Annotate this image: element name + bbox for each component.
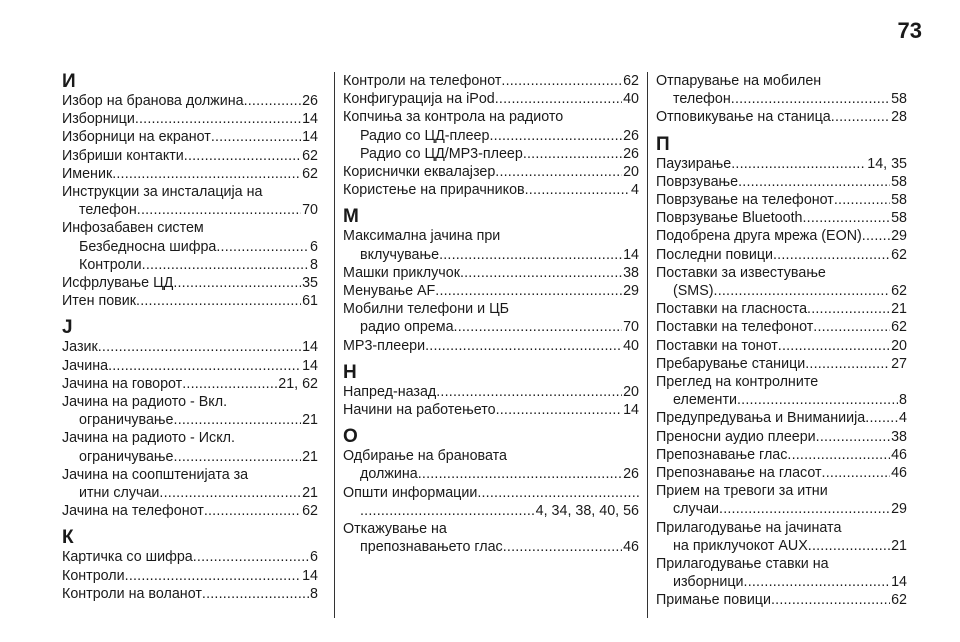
index-entry (656, 428, 907, 446)
entry-text: Примање повици (656, 592, 771, 609)
index-entry (343, 484, 639, 502)
entry-text: Подобрена друга мрежа (EON) (656, 228, 862, 245)
entry-text: Препознавање на гласот (656, 465, 822, 482)
leader-dots (822, 464, 891, 482)
index-entry (62, 338, 318, 356)
entry-text: на приклучокот AUX (673, 537, 808, 554)
entry-pages: 6 (310, 549, 318, 566)
entry-pages: 14 (623, 246, 639, 263)
entry-text: MP3-плеери (343, 337, 426, 354)
entry-text: телефон (673, 91, 731, 108)
leader-dots (495, 90, 622, 108)
leader-dots (834, 191, 890, 209)
entry-pages: 14 (302, 357, 318, 374)
entry-text: Отпарување на мобилен (656, 73, 822, 89)
entry-text: радио опрема (360, 319, 454, 336)
index-entry (343, 72, 639, 90)
entry-text: Препознавање глас (656, 446, 788, 463)
entry-text: Предупредувања и Вниманиија (656, 410, 866, 427)
entry-text: Користење на прирачников (343, 182, 525, 199)
entry-text: Преносни аудио плеери (656, 428, 816, 445)
index-entry (62, 502, 318, 520)
entry-text: Поставки на телефонот (656, 319, 814, 336)
leader-dots (496, 401, 623, 419)
entry-text: Општи информации (343, 484, 478, 501)
entry-text: Мобилни телефони и ЦБ (343, 301, 510, 318)
index-entry (656, 391, 907, 409)
entry-text: Јачина (62, 357, 109, 374)
entry-text: Исфрлување ЦД (62, 275, 174, 292)
entry-text: ограничување (79, 412, 174, 429)
leader-dots (525, 181, 630, 199)
index-entry (656, 264, 907, 282)
entry-pages: 27 (891, 355, 907, 372)
entry-pages: 29 (623, 283, 639, 300)
entry-text: Јачина на говорот (62, 375, 183, 392)
entry-pages: 62 (891, 246, 907, 263)
entry-pages: 8 (310, 585, 318, 602)
index-entry (656, 519, 907, 537)
index-section (656, 72, 907, 127)
index-entry (343, 401, 639, 419)
index-entry (656, 446, 907, 464)
leader-dots (454, 318, 623, 336)
index-entry (62, 165, 318, 183)
entry-pages: 21 (302, 448, 318, 465)
entry-pages: 29 (891, 501, 907, 518)
entry-pages: 14 (891, 574, 907, 591)
leader-dots (714, 282, 891, 300)
entry-text: Максимална јачина при (343, 228, 501, 245)
entry-pages: 21, 62 (278, 375, 318, 392)
leader-dots (202, 585, 309, 603)
section-letter: П (656, 133, 670, 155)
entry-text: Конфигурација на iPod (343, 91, 495, 108)
entry-text: Јазик (62, 339, 98, 356)
leader-dots (719, 500, 890, 518)
entry-pages: 46 (623, 539, 639, 556)
section-letter: М (343, 206, 359, 228)
leader-dots (773, 246, 890, 264)
entry-text: итни случаи (79, 485, 160, 502)
index-section (343, 427, 639, 556)
entry-pages: 35 (302, 275, 318, 292)
index-entry (656, 537, 907, 555)
entry-text: Паузирање (656, 155, 732, 172)
entry-text: Радио со ЦД/MP3-плеер (360, 145, 523, 162)
index-section (62, 72, 318, 310)
entry-text: Инфозабавен систем (62, 220, 204, 237)
entry-pages: 14 (302, 111, 318, 128)
entry-pages: 62 (302, 503, 318, 520)
leader-dots (477, 484, 639, 502)
entry-text: Јачина на телефонот (62, 503, 204, 520)
entry-text: Пребарување станици (656, 355, 806, 372)
index-entry (62, 201, 318, 219)
entry-text: Изборници (62, 111, 135, 128)
index-entry (343, 300, 639, 318)
entry-text: Отповикување на станица (656, 109, 831, 126)
section-letter: Ј (62, 317, 73, 339)
leader-dots (174, 411, 302, 429)
leader-dots (460, 264, 622, 282)
entry-pages: 26 (623, 145, 639, 162)
index-entry (656, 282, 907, 300)
index-entry (62, 375, 318, 393)
entry-text: Поставки за известување (656, 264, 826, 281)
entry-pages: 28 (891, 109, 907, 126)
entry-text: Поврзување Bluetooth (656, 210, 803, 227)
entry-pages: 40 (623, 91, 639, 108)
entry-pages: 20 (623, 383, 639, 400)
entry-text: Контроли (62, 567, 125, 584)
entry-pages: 62 (302, 147, 318, 164)
leader-dots (807, 300, 890, 318)
entry-pages: 21 (302, 485, 318, 502)
index-entry (656, 173, 907, 191)
leader-dots (435, 282, 622, 300)
entry-text: Радио со ЦД-плеер (360, 127, 490, 144)
entry-text: Прилагодување на јачината (656, 519, 842, 536)
leader-dots (211, 128, 301, 146)
index-entry (62, 411, 318, 429)
leader-dots (831, 108, 890, 126)
entry-text: изборници (673, 574, 744, 591)
entry-text: случаи (673, 501, 720, 518)
entry-pages: 4 (631, 182, 639, 199)
section-letter: Н (343, 361, 357, 383)
leader-dots (173, 274, 301, 292)
index-entry (656, 591, 907, 609)
index-entry (343, 502, 639, 520)
entry-text: должина (360, 466, 418, 483)
index-entry (343, 163, 639, 181)
index-entry (656, 227, 907, 245)
leader-dots (439, 246, 622, 264)
entry-pages: 26 (302, 93, 318, 109)
index-entry (656, 573, 907, 591)
index-entry (62, 183, 318, 201)
section-letter: И (62, 71, 76, 92)
index-entry (343, 108, 639, 126)
index-entry (343, 227, 639, 245)
entry-text: Поставки на гласноста (656, 301, 808, 318)
index-entry (343, 90, 639, 108)
leader-dots (360, 502, 535, 520)
entry-text: вклучување (360, 246, 440, 263)
entry-text: Кориснички еквалајзер (343, 164, 496, 181)
entry-pages: 62 (623, 73, 639, 89)
index-entry (656, 155, 907, 173)
index-column-3 (647, 72, 915, 618)
entry-pages: 8 (899, 392, 907, 409)
index-section (656, 135, 907, 610)
entry-text: Поврзување на телефонот (656, 192, 834, 209)
index-entry (62, 585, 318, 603)
entry-pages: 58 (891, 210, 907, 227)
leader-dots (425, 337, 622, 355)
index-entry (62, 466, 318, 484)
entry-text: елементи (673, 392, 737, 409)
entry-text: Прилагодување ставки на (656, 556, 829, 573)
index-entry (343, 465, 639, 483)
leader-dots (193, 548, 309, 566)
leader-dots (436, 383, 622, 401)
index-entry (656, 209, 907, 227)
entry-pages: 4, 34, 38, 40, 56 (535, 502, 639, 519)
index-entry (62, 548, 318, 566)
entry-text: Контроли на телефонот (343, 73, 502, 89)
index-entry (62, 448, 318, 466)
entry-pages: 62 (302, 165, 318, 182)
index-section (62, 318, 318, 520)
entry-pages: 46 (891, 465, 907, 482)
index-entry (62, 429, 318, 447)
entry-text: Напред-назад (343, 383, 437, 400)
entry-text: Поврзување (656, 173, 739, 190)
leader-dots (737, 391, 898, 409)
index-entry (656, 108, 907, 126)
index-entry (62, 110, 318, 128)
index-section (343, 72, 639, 199)
entry-pages: 62 (891, 283, 907, 300)
entry-text: Копчиња за контрола на радиото (343, 109, 564, 126)
entry-text: Машки приклучок (343, 264, 460, 281)
leader-dots (244, 92, 302, 110)
leader-dots (771, 591, 890, 609)
index-entry (343, 520, 639, 538)
entry-pages: 4 (899, 410, 907, 427)
index-columns (62, 72, 915, 618)
leader-dots (216, 238, 309, 256)
leader-dots (503, 538, 622, 556)
index-entry (62, 147, 318, 165)
entry-pages: 58 (891, 192, 907, 209)
index-entry (343, 447, 639, 465)
entry-text: Инструкции за инсталација на (62, 184, 263, 201)
entry-text: (SMS) (673, 283, 714, 300)
entry-pages: 40 (623, 337, 639, 354)
leader-dots (787, 446, 890, 464)
entry-pages: 62 (891, 592, 907, 609)
leader-dots (204, 502, 301, 520)
entry-text: Именик (62, 165, 113, 182)
entry-pages: 14 (302, 567, 318, 584)
entry-pages: 29 (891, 228, 907, 245)
index-entry (62, 219, 318, 237)
index-entry (656, 246, 907, 264)
entry-pages: 58 (891, 173, 907, 190)
section-letter: О (343, 426, 358, 448)
entry-pages: 6 (310, 238, 318, 255)
index-entry (62, 256, 318, 274)
index-entry (343, 264, 639, 282)
index-entry (62, 393, 318, 411)
entry-text: препознавањето глас (360, 539, 503, 556)
index-column-1 (62, 72, 326, 618)
entry-text: Контроли на воланот (62, 585, 202, 602)
leader-dots (805, 355, 890, 373)
index-entry (343, 145, 639, 163)
index-entry (656, 482, 907, 500)
index-entry (656, 90, 907, 108)
entry-text: Последни повици (656, 246, 773, 263)
index-entry (343, 282, 639, 300)
leader-dots (418, 465, 622, 483)
leader-dots (142, 256, 309, 274)
entry-pages: 70 (302, 202, 318, 219)
entry-text: Одбирање на брановата (343, 448, 507, 465)
index-entry (656, 72, 907, 90)
leader-dots (159, 484, 301, 502)
leader-dots (813, 318, 890, 336)
entry-text: Избриши контакти (62, 147, 184, 164)
entry-text: Контроли (79, 256, 142, 273)
index-entry (343, 538, 639, 556)
index-entry (62, 92, 318, 110)
index-entry (62, 274, 318, 292)
index-entry (343, 318, 639, 336)
entry-text: Начини на работењето (343, 402, 496, 419)
entry-text: Избор на бранова должина (62, 93, 244, 109)
entry-pages: 14 (623, 402, 639, 419)
leader-dots (862, 227, 890, 245)
leader-dots (501, 72, 622, 90)
leader-dots (523, 145, 622, 163)
entry-pages: 21 (302, 412, 318, 429)
index-entry (656, 464, 907, 482)
leader-dots (125, 567, 301, 585)
leader-dots (808, 537, 890, 555)
leader-dots (98, 338, 301, 356)
index-entry (656, 500, 907, 518)
entry-pages: 46 (891, 446, 907, 463)
leader-dots (731, 155, 866, 173)
entry-pages: 14 (302, 129, 318, 146)
index-entry (656, 555, 907, 573)
index-entry (656, 373, 907, 391)
entry-text: Поставки на тонот (656, 337, 778, 354)
index-entry (656, 318, 907, 336)
index-section (343, 207, 639, 354)
index-entry (656, 409, 907, 427)
leader-dots (136, 292, 301, 310)
entry-pages: 21 (891, 537, 907, 554)
index-entry (62, 357, 318, 375)
entry-text: Јачина на соопштенијата за (62, 466, 249, 483)
index-entry (343, 337, 639, 355)
entry-text: Јачина на радиото - Искл. (62, 430, 235, 447)
entry-text: Безбедносна шифра (79, 238, 217, 255)
entry-pages: 21 (891, 301, 907, 318)
leader-dots (778, 337, 890, 355)
index-entry (62, 292, 318, 310)
leader-dots (803, 209, 891, 227)
entry-pages: 14, 35 (867, 155, 907, 172)
entry-pages: 38 (891, 428, 907, 445)
index-entry (62, 567, 318, 585)
index-section (343, 363, 639, 419)
entry-text: Итен повик (62, 293, 137, 310)
section-letter: К (62, 527, 74, 549)
entry-text: Откажување на (343, 521, 447, 538)
entry-pages: 26 (623, 127, 639, 144)
leader-dots (489, 127, 622, 145)
entry-pages: 20 (623, 164, 639, 181)
leader-dots (184, 147, 301, 165)
leader-dots (174, 448, 302, 466)
index-entry (343, 246, 639, 264)
entry-pages: 14 (302, 339, 318, 356)
leader-dots (744, 573, 891, 591)
entry-text: Јачина на радиото - Вкл. (62, 394, 228, 411)
index-entry (343, 127, 639, 145)
leader-dots (738, 173, 890, 191)
leader-dots (112, 165, 301, 183)
index-entry (656, 300, 907, 318)
leader-dots (495, 163, 622, 181)
leader-dots (731, 90, 890, 108)
index-entry (656, 337, 907, 355)
leader-dots (137, 201, 301, 219)
index-section (62, 528, 318, 603)
entry-text: ограничување (79, 448, 174, 465)
leader-dots (182, 375, 277, 393)
entry-pages: 70 (623, 319, 639, 336)
entry-text: телефон (79, 202, 137, 219)
entry-pages: 38 (623, 264, 639, 281)
index-entry (62, 238, 318, 256)
index-entry (656, 191, 907, 209)
entry-pages: 8 (310, 256, 318, 273)
page-number: 73 (897, 18, 922, 43)
entry-text: Картичка со шифра (62, 549, 193, 566)
entry-text: Прием на тревоги за итни (656, 483, 828, 500)
leader-dots (135, 110, 301, 128)
entry-pages: 62 (891, 319, 907, 336)
entry-text: Изборници на екранот (62, 129, 211, 146)
entry-text: Преглед на контролните (656, 374, 819, 391)
index-entry (62, 484, 318, 502)
index-entry (62, 128, 318, 146)
entry-pages: 58 (891, 91, 907, 108)
leader-dots (865, 409, 898, 427)
index-entry (656, 355, 907, 373)
leader-dots (108, 357, 301, 375)
leader-dots (816, 428, 890, 446)
entry-pages: 26 (623, 466, 639, 483)
entry-text: Менување AF (343, 283, 436, 300)
entry-pages: 20 (891, 337, 907, 354)
entry-pages: 61 (302, 293, 318, 310)
index-column-2 (334, 72, 647, 618)
index-entry (343, 383, 639, 401)
index-entry (343, 181, 639, 199)
